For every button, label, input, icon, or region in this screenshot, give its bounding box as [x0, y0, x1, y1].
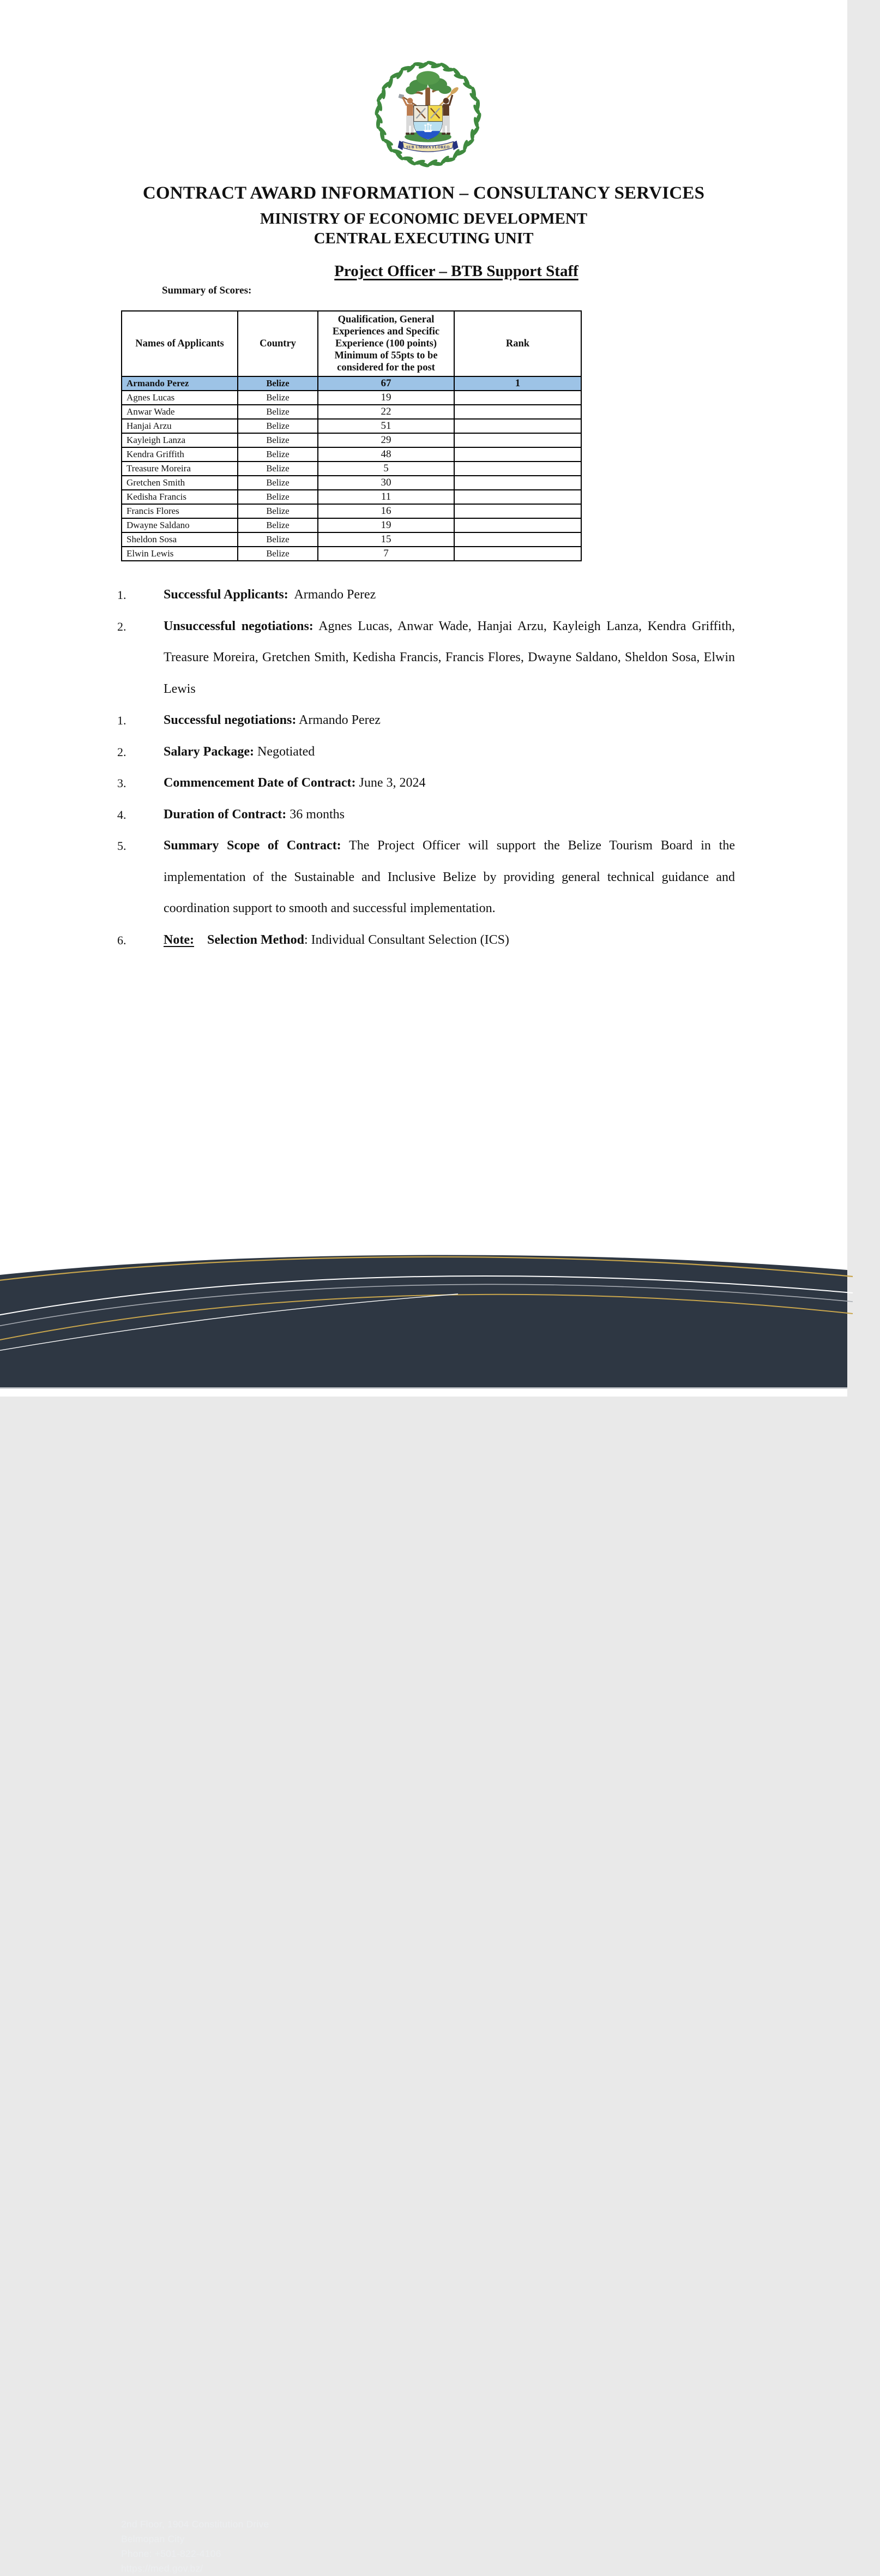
footer-phone: Phone: +501-822-4106 [121, 2548, 221, 2559]
score-cell: 16 [318, 504, 454, 518]
item-text [164, 705, 735, 736]
applicant-name-cell: Kayleigh Lanza [122, 433, 238, 447]
applicant-name-cell: Agnes Lucas [122, 391, 238, 405]
unit-line: CENTRAL EXECUTING UNIT [314, 230, 534, 247]
footer-bottom-line [0, 1387, 847, 1389]
table-row [122, 447, 581, 462]
award-list-2 [117, 705, 738, 956]
list-item [117, 830, 738, 925]
scores-table [121, 310, 582, 561]
applicant-name-cell: Kedisha Francis [122, 490, 238, 504]
rank-cell [454, 447, 581, 462]
score-cell: 51 [318, 419, 454, 433]
rank-cell [454, 433, 581, 447]
table-row [122, 405, 581, 419]
item-number: 1. [117, 588, 126, 602]
item-value [194, 933, 207, 947]
score-cell: 48 [318, 447, 454, 462]
applicant-name-cell: Sheldon Sosa [122, 532, 238, 547]
table-row [122, 433, 581, 447]
score-cell: 29 [318, 433, 454, 447]
item-label: Salary Package: [164, 744, 254, 759]
country-cell: Belize [238, 532, 318, 547]
applicant-name-cell: Kendra Griffith [122, 447, 238, 462]
footer-swoosh-graphic [0, 1234, 847, 1397]
item-value: : Individual Consultant Selection (ICS) [304, 932, 509, 947]
item-number: 2. [117, 619, 126, 633]
item-number: 4. [117, 807, 126, 822]
footer-address-line: 2nd Floor, 1904 Constitution Drive [121, 2519, 269, 2530]
item-label: Successful Applicants: [164, 588, 288, 602]
country-cell: Belize [238, 504, 318, 518]
item-label: Selection Method [207, 932, 304, 947]
col-header-names: Names of Applicants [122, 311, 238, 376]
applicant-name-cell: Anwar Wade [122, 405, 238, 419]
award-details [117, 579, 738, 956]
applicant-name-cell: Dwayne Saldano [122, 518, 238, 532]
scores-label: Summary of Scores: [162, 285, 252, 296]
country-cell: Belize [238, 433, 318, 447]
item-value: The Project Officer will support the Belize Tourism Board in the implementation of the Sustainable and Inclusive Belize by providing general technical guidance and coordination support to smooth and successful implementation. [164, 838, 738, 915]
footer-lines [121, 2517, 269, 2576]
table-header-row [122, 311, 581, 376]
applicant-name-cell: Elwin Lewis [122, 547, 238, 561]
list-item [117, 579, 735, 611]
item-value: Agnes Lucas, Anwar Wade, Hanjai Arzu, Kayleigh Lanza, Kendra Griffith, Treasure Moreira, Gretchen Smith, Kedisha Francis, Francis Flores, Dwayne Saldano, Sheldon Sosa, Elwin Lewis [164, 619, 738, 696]
item-number: 5. [117, 839, 126, 853]
item-text [164, 799, 735, 831]
item-value: Negotiated [254, 744, 315, 759]
motto-text: SUB UMBRA FLOREO [406, 145, 450, 149]
table-row [122, 490, 581, 504]
ministry-line: MINISTRY OF ECONOMIC DEVELOPMENT [260, 210, 588, 227]
score-cell: 7 [318, 547, 454, 561]
score-cell: 67 [318, 376, 454, 391]
item-number: 3. [117, 776, 126, 790]
table-row [122, 391, 581, 405]
item-label: Unsuccessful negotiations: [164, 619, 314, 633]
item-value: Armando Perez [288, 588, 376, 602]
col-header-rank: Rank [454, 311, 581, 376]
country-cell: Belize [238, 476, 318, 490]
item-text [164, 925, 735, 956]
table-row [122, 419, 581, 433]
footer-url[interactable]: https://med.gov.bz/ [121, 2563, 203, 2574]
score-cell: 30 [318, 476, 454, 490]
footer-city-line: Belmopan City [121, 2533, 185, 2544]
item-value: 36 months [286, 807, 345, 822]
item-value: Armando Perez [296, 713, 381, 727]
table-row [122, 476, 581, 490]
applicant-name-cell: Hanjai Arzu [122, 419, 238, 433]
item-label: Commencement Date of Contract: [164, 776, 356, 790]
country-cell: Belize [238, 419, 318, 433]
item-number: 2. [117, 745, 126, 759]
table-row [122, 462, 581, 476]
score-cell: 11 [318, 490, 454, 504]
award-list-1 [117, 579, 738, 705]
applicant-name-cell: Armando Perez [122, 376, 238, 391]
applicant-name-cell: Treasure Moreira [122, 462, 238, 476]
score-cell: 22 [318, 405, 454, 419]
country-cell: Belize [238, 490, 318, 504]
score-cell: 19 [318, 391, 454, 405]
item-number: 1. [117, 714, 126, 727]
item-label: Successful negotiations: [164, 713, 297, 727]
item-text [164, 768, 735, 799]
rank-cell [454, 462, 581, 476]
country-cell: Belize [238, 547, 318, 561]
list-item [117, 736, 735, 768]
coat-of-arms-graphic [370, 57, 486, 173]
country-cell: Belize [238, 376, 318, 391]
position-title [33, 262, 880, 280]
item-label: Note: [164, 932, 194, 947]
belize-coat-of-arms-logo [370, 57, 486, 173]
country-cell: Belize [238, 391, 318, 405]
rank-cell [454, 532, 581, 547]
list-item [117, 799, 735, 831]
footer-dark-band [0, 1255, 847, 1387]
table-row [122, 376, 581, 391]
rank-cell [454, 547, 581, 561]
rank-cell [454, 476, 581, 490]
country-cell: Belize [238, 462, 318, 476]
rank-cell [454, 504, 581, 518]
country-cell: Belize [238, 447, 318, 462]
applicant-name-cell: Francis Flores [122, 504, 238, 518]
score-cell: 15 [318, 532, 454, 547]
document-title: CONTRACT AWARD INFORMATION – CONSULTANCY SERVICES [142, 183, 705, 203]
rank-cell [454, 391, 581, 405]
country-cell: Belize [238, 405, 318, 419]
position-title-text: Project Officer – BTB Support Staff [334, 262, 578, 280]
table-row [122, 547, 581, 561]
applicant-name-cell: Gretchen Smith [122, 476, 238, 490]
rank-cell [454, 405, 581, 419]
list-item [117, 925, 735, 956]
item-label: Duration of Contract: [164, 807, 287, 822]
rank-cell: 1 [454, 376, 581, 391]
country-cell: Belize [238, 518, 318, 532]
list-item [117, 705, 735, 736]
item-text [164, 830, 738, 925]
table-row [122, 504, 581, 518]
score-cell: 5 [318, 462, 454, 476]
table-row [122, 518, 581, 532]
scores-table-body [122, 376, 581, 561]
motto-ribbon-icon [398, 141, 459, 152]
item-text [164, 579, 735, 611]
item-label: Summary Scope of Contract: [164, 838, 341, 853]
footer [0, 1234, 847, 2574]
score-cell: 19 [318, 518, 454, 532]
col-header-country: Country [238, 311, 318, 376]
rank-cell [454, 419, 581, 433]
table-row [122, 532, 581, 547]
item-number: 6. [117, 933, 126, 947]
col-header-qualification: Qualification, General Experiences and Specific Experience (100 points) Minimum of 55pts to be considered for the post [318, 311, 454, 376]
item-text [164, 736, 735, 768]
list-item [117, 768, 735, 799]
rank-cell [454, 518, 581, 532]
list-item [117, 611, 738, 705]
item-text [164, 611, 738, 705]
item-value: June 3, 2024 [355, 776, 426, 790]
rank-cell [454, 490, 581, 504]
